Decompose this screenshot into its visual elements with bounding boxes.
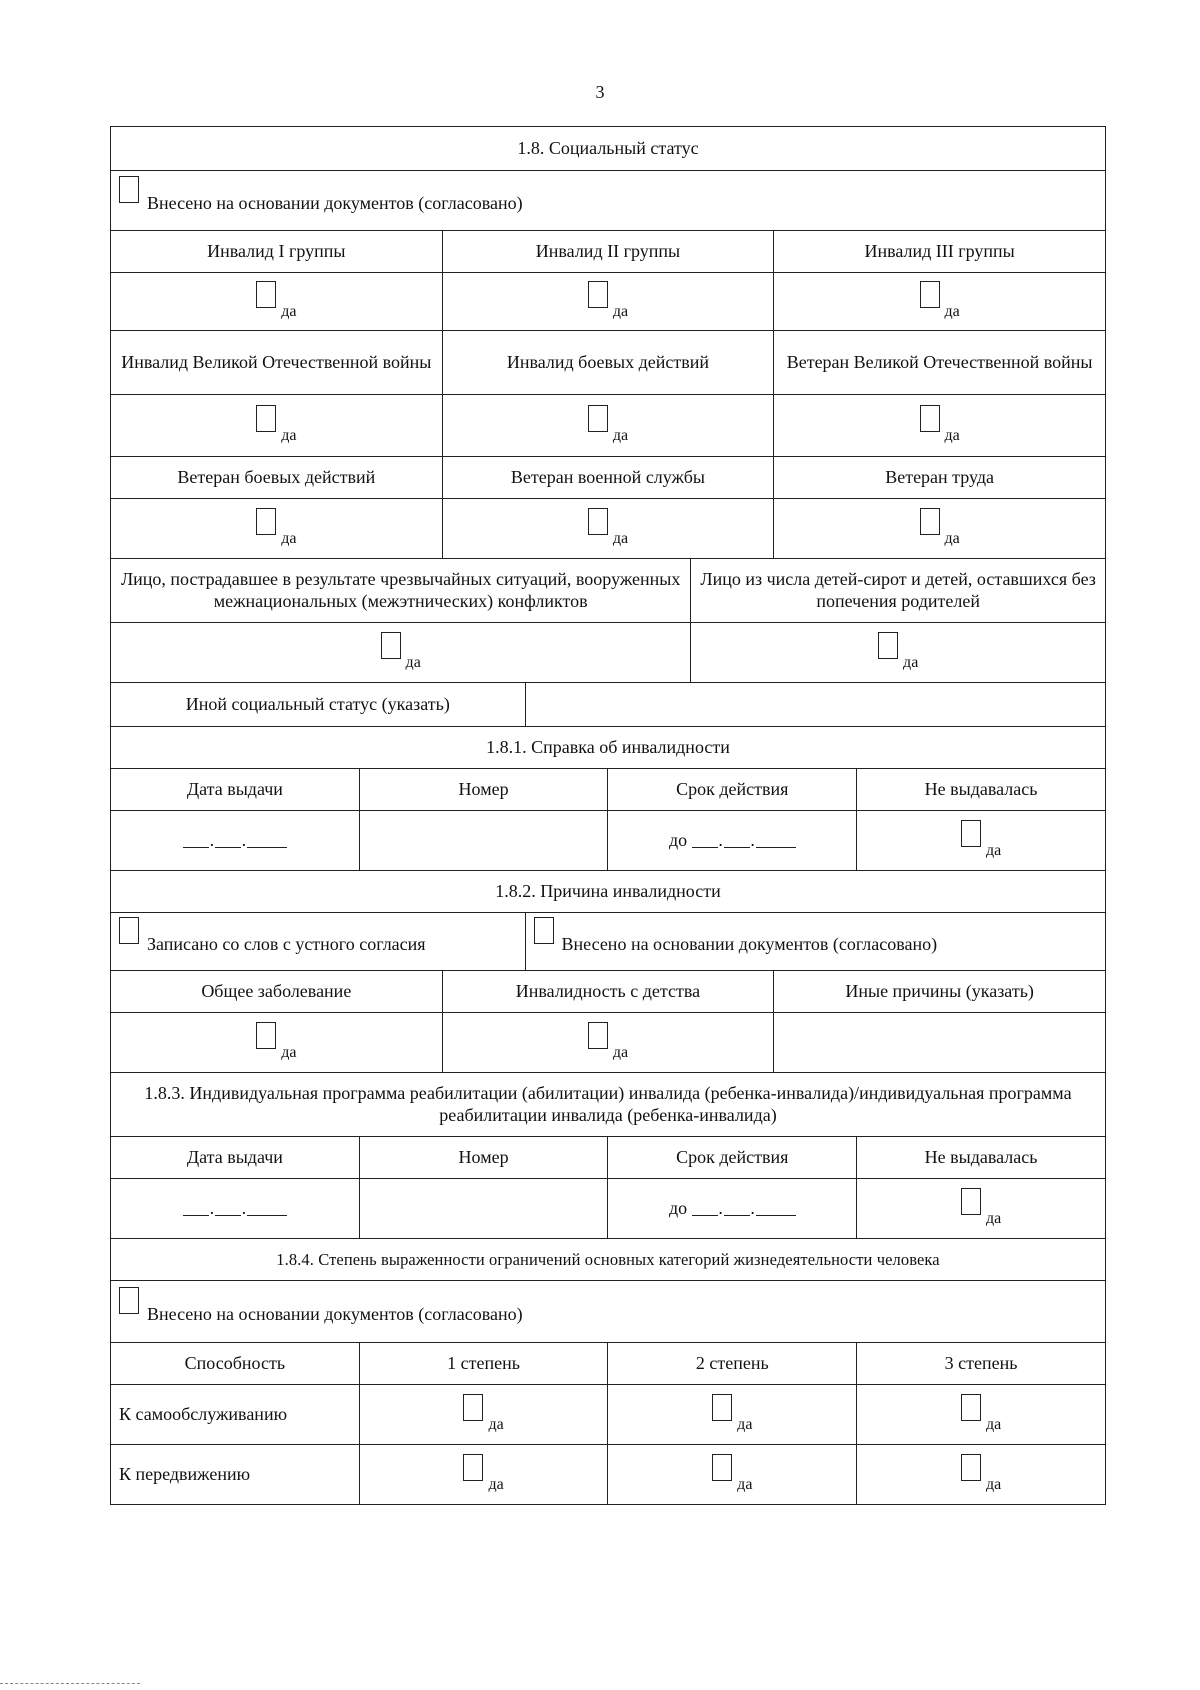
yes-label: да bbox=[737, 1416, 753, 1434]
cell-labor-veteran bbox=[774, 499, 1106, 559]
label-combat-veteran: Ветеран боевых действий bbox=[111, 457, 443, 499]
header-not-issued: Не выдавалась bbox=[857, 1137, 1106, 1179]
validity-field[interactable]: до . . bbox=[608, 811, 857, 871]
checkbox-emergency-victim[interactable] bbox=[381, 632, 401, 659]
cell-childhood-disability bbox=[442, 1013, 774, 1073]
cell-emergency-victim bbox=[111, 623, 691, 683]
cell-combat-disabled bbox=[442, 395, 774, 457]
until-label: до bbox=[668, 829, 688, 850]
header-validity: Срок действия bbox=[608, 1137, 857, 1179]
section-title-rehab-program: 1.8.3. Индивидуальная программа реабилитации (абилитации) инвалида (ребенка-инвалида)/индивидуальная программа реабилитации инвалида (ребенка-инвалида) bbox=[111, 1073, 1106, 1137]
yes-label: да bbox=[737, 1476, 753, 1494]
docs-confirmed-label: Внесено на основании документов (согласовано) bbox=[147, 193, 523, 214]
checkbox-group-3[interactable] bbox=[920, 281, 940, 308]
yes-label: да bbox=[944, 303, 960, 321]
label-disabled-group-2: Инвалид II группы bbox=[442, 231, 774, 273]
checkbox-orphan[interactable] bbox=[878, 632, 898, 659]
cell-group-3 bbox=[774, 273, 1106, 331]
label-war-veteran: Ветеран Великой Отечественной войны bbox=[774, 331, 1106, 395]
label-mobility: К передвижению bbox=[111, 1445, 360, 1505]
yes-label: да bbox=[985, 842, 1002, 860]
header-degree-3: 3 степень bbox=[857, 1343, 1106, 1385]
checkbox-self-care-3[interactable] bbox=[961, 1394, 981, 1421]
yes-label: да bbox=[985, 1416, 1002, 1434]
oral-consent-row bbox=[111, 913, 526, 971]
until-label: до bbox=[668, 1197, 688, 1218]
header-degree-2: 2 степень bbox=[608, 1343, 857, 1385]
yes-label: да bbox=[405, 654, 421, 672]
checkbox-rehab-not-issued[interactable] bbox=[961, 1188, 981, 1215]
cell-self-care-3 bbox=[857, 1385, 1106, 1445]
header-ability: Способность bbox=[111, 1343, 360, 1385]
cell-war-disabled bbox=[111, 395, 443, 457]
cell-group-2 bbox=[442, 273, 774, 331]
header-general-disease: Общее заболевание bbox=[111, 971, 443, 1013]
yes-label: да bbox=[944, 427, 960, 445]
number-field[interactable] bbox=[359, 811, 608, 871]
label-other-status: Иной социальный статус (указать) bbox=[111, 683, 526, 727]
checkbox-mobility-1[interactable] bbox=[463, 1454, 483, 1481]
checkbox-childhood-disability[interactable] bbox=[588, 1022, 608, 1049]
checkbox-not-issued[interactable] bbox=[961, 820, 981, 847]
issue-date-field[interactable]: . . bbox=[111, 811, 360, 871]
limitations-docs-checkbox[interactable] bbox=[119, 1287, 139, 1314]
yes-label: да bbox=[612, 530, 629, 548]
section-title-social-status: 1.8. Социальный статус bbox=[111, 127, 1106, 171]
yes-label: да bbox=[612, 1044, 629, 1062]
header-childhood-disability: Инвалидность с детства bbox=[442, 971, 774, 1013]
label-war-disabled: Инвалид Великой Отечественной войны bbox=[111, 331, 443, 395]
limitations-docs-label: Внесено на основании документов (согласовано) bbox=[147, 1304, 523, 1325]
checkbox-military-veteran[interactable] bbox=[588, 508, 608, 535]
label-combat-disabled: Инвалид боевых действий bbox=[442, 331, 774, 395]
docs-confirmed-checkbox[interactable] bbox=[119, 176, 139, 203]
yes-label: да bbox=[281, 427, 297, 445]
checkbox-combat-disabled[interactable] bbox=[588, 405, 608, 432]
cell-general-disease bbox=[111, 1013, 443, 1073]
scan-artifact-line bbox=[0, 1683, 140, 1685]
checkbox-self-care-1[interactable] bbox=[463, 1394, 483, 1421]
cell-rehab-not-issued bbox=[857, 1179, 1106, 1239]
label-labor-veteran: Ветеран труда bbox=[774, 457, 1106, 499]
cell-war-veteran bbox=[774, 395, 1106, 457]
label-emergency-victim: Лицо, пострадавшее в результате чрезвычайных ситуаций, вооруженных межнациональных (межэтнических) конфликтов bbox=[111, 559, 691, 623]
checkbox-mobility-3[interactable] bbox=[961, 1454, 981, 1481]
oral-consent-label: Записано со слов с устного согласия bbox=[147, 934, 426, 955]
section-title-disability-cause: 1.8.2. Причина инвалидности bbox=[111, 871, 1106, 913]
cause-docs-row bbox=[525, 913, 1105, 971]
checkbox-combat-veteran[interactable] bbox=[256, 508, 276, 535]
rehab-issue-date-field[interactable]: . . bbox=[111, 1179, 360, 1239]
section-title-disability-certificate: 1.8.1. Справка об инвалидности bbox=[111, 727, 1106, 769]
yes-label: да bbox=[488, 1416, 504, 1434]
rehab-number-field[interactable] bbox=[359, 1179, 608, 1239]
yes-label: да bbox=[903, 654, 919, 672]
rehab-validity-field[interactable]: до . . bbox=[608, 1179, 857, 1239]
yes-label: да bbox=[985, 1210, 1002, 1228]
yes-label: да bbox=[612, 303, 629, 321]
yes-label: да bbox=[281, 303, 297, 321]
header-other-causes: Иные причины (указать) bbox=[774, 971, 1106, 1013]
yes-label: да bbox=[985, 1476, 1002, 1494]
header-degree-1: 1 степень bbox=[359, 1343, 608, 1385]
header-validity: Срок действия bbox=[608, 769, 857, 811]
checkbox-labor-veteran[interactable] bbox=[920, 508, 940, 535]
yes-label: да bbox=[488, 1476, 504, 1494]
label-disabled-group-3: Инвалид III группы bbox=[774, 231, 1106, 273]
cell-mobility-1 bbox=[359, 1445, 608, 1505]
social-status-form bbox=[110, 126, 1106, 1505]
yes-label: да bbox=[281, 530, 297, 548]
cell-orphan bbox=[691, 623, 1106, 683]
yes-label: да bbox=[944, 530, 960, 548]
label-self-care: К самообслуживанию bbox=[111, 1385, 360, 1445]
checkbox-group-2[interactable] bbox=[588, 281, 608, 308]
label-orphan: Лицо из числа детей-сирот и детей, оставшихся без попечения родителей bbox=[691, 559, 1106, 623]
cell-mobility-2 bbox=[608, 1445, 857, 1505]
cell-military-veteran bbox=[442, 499, 774, 559]
cell-self-care-1 bbox=[359, 1385, 608, 1445]
oral-consent-checkbox[interactable] bbox=[119, 917, 139, 944]
checkbox-war-veteran[interactable] bbox=[920, 405, 940, 432]
cause-docs-label: Внесено на основании документов (согласовано) bbox=[561, 934, 938, 955]
header-not-issued: Не выдавалась bbox=[857, 769, 1106, 811]
cell-group-1 bbox=[111, 273, 443, 331]
limitations-docs-row bbox=[111, 1281, 1106, 1343]
section-title-limitations: 1.8.4. Степень выраженности ограничений основных категорий жизнедеятельности человека bbox=[111, 1239, 1106, 1281]
checkbox-war-disabled[interactable] bbox=[256, 405, 276, 432]
header-issue-date: Дата выдачи bbox=[111, 1137, 360, 1179]
label-disabled-group-1: Инвалид I группы bbox=[111, 231, 443, 273]
checkbox-self-care-2[interactable] bbox=[712, 1394, 732, 1421]
header-number: Номер bbox=[359, 769, 608, 811]
page-number: 3 bbox=[595, 82, 605, 102]
cell-mobility-3 bbox=[857, 1445, 1106, 1505]
header-issue-date: Дата выдачи bbox=[111, 769, 360, 811]
cell-not-issued bbox=[857, 811, 1106, 871]
checkbox-mobility-2[interactable] bbox=[712, 1454, 732, 1481]
docs-confirmed-row bbox=[111, 171, 1106, 231]
checkbox-general-disease[interactable] bbox=[256, 1022, 276, 1049]
yes-label: да bbox=[281, 1044, 297, 1062]
cell-combat-veteran bbox=[111, 499, 443, 559]
yes-label: да bbox=[612, 427, 629, 445]
checkbox-group-1[interactable] bbox=[256, 281, 276, 308]
header-number: Номер bbox=[359, 1137, 608, 1179]
other-status-field[interactable] bbox=[525, 683, 1105, 727]
other-causes-field[interactable] bbox=[774, 1013, 1106, 1073]
cell-self-care-2 bbox=[608, 1385, 857, 1445]
label-military-veteran: Ветеран военной службы bbox=[442, 457, 774, 499]
cause-docs-checkbox[interactable] bbox=[534, 917, 554, 944]
